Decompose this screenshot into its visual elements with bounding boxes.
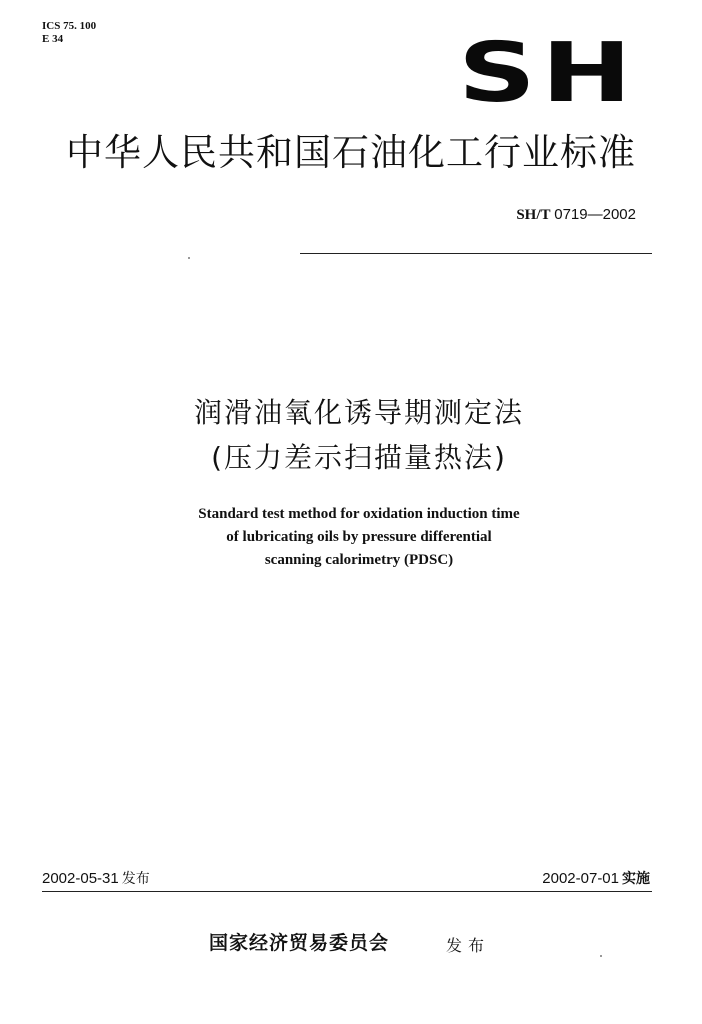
speck-mark — [600, 955, 602, 957]
speck-mark — [188, 257, 190, 259]
implementation-date — [542, 868, 650, 888]
issue-date-label: 发布 — [121, 871, 150, 887]
bottom-divider — [42, 891, 652, 892]
sh-logo: SH — [458, 26, 638, 121]
publish-label: 发布 — [446, 936, 491, 955]
chinese-title-line-1: 润滑油氧化诱导期测定法 — [193, 396, 524, 429]
issue-date — [42, 868, 150, 888]
publisher-name: 国家经济贸易委员会 — [209, 932, 390, 954]
chinese-title-line-2: (压力差示扫描量热法) — [211, 441, 507, 474]
implementation-date-label: 实施 — [622, 871, 650, 887]
ics-code: ICS 75. 100 — [42, 20, 97, 32]
standard-prefix: SH/T — [516, 207, 551, 223]
issue-date-value: 2002-05-31 — [42, 870, 119, 887]
standard-number — [516, 206, 636, 224]
industry-standard-title: 中华人民共和国石油化工行业标准 — [66, 131, 636, 174]
implementation-date-value: 2002-07-01 — [542, 870, 619, 887]
english-title-line-3: scanning calorimetry (PDSC) — [264, 552, 454, 568]
top-divider — [300, 253, 652, 254]
ics-classification-block — [42, 20, 96, 46]
english-title — [0, 503, 702, 572]
classification-code: E 34 — [42, 33, 64, 45]
english-title-line-2: of lubricating oils by pressure differential — [226, 529, 492, 545]
english-title-line-1: Standard test method for oxidation induction time — [198, 506, 520, 522]
standard-number-value: 0719—2002 — [554, 206, 636, 223]
